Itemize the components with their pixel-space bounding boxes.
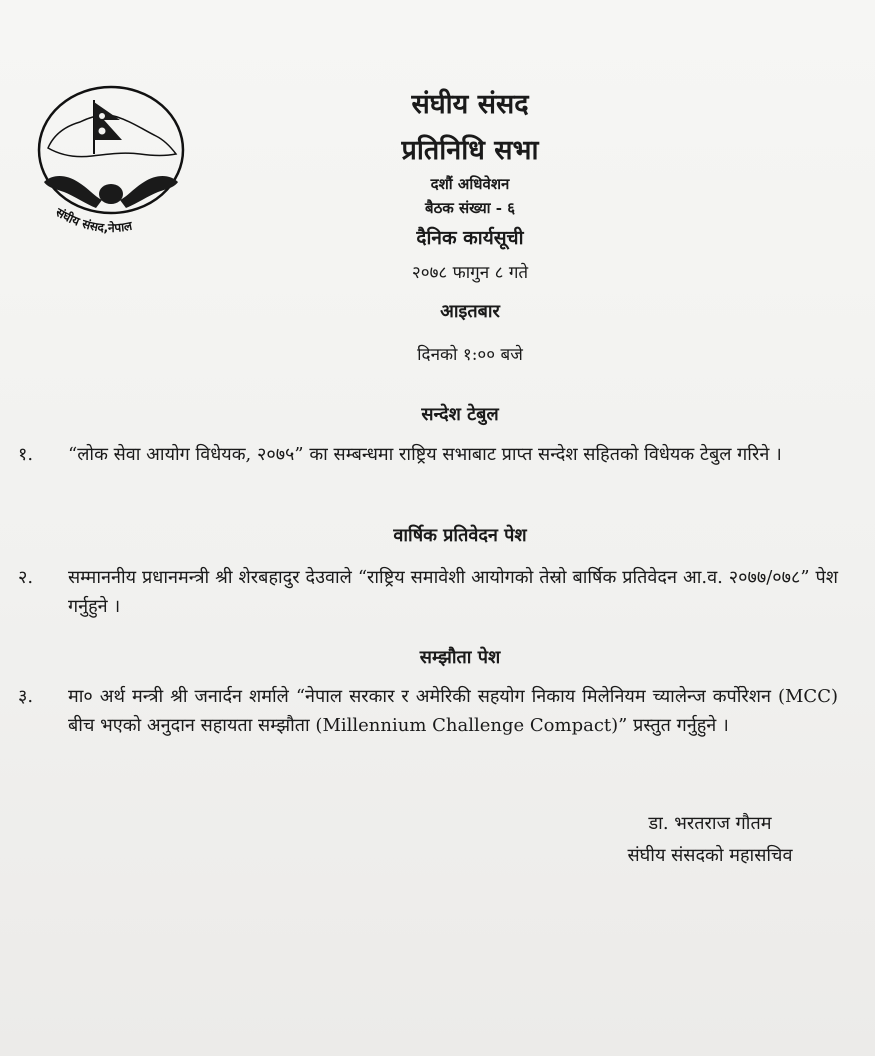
item-number: १. — [18, 444, 34, 465]
section-heading-message-table: सन्देश टेबुल — [421, 404, 499, 425]
agenda-item-text: सम्माननीय प्रधानमन्त्री श्री शेरबहादुर देउवाले “राष्ट्रिय समावेशी आयोगको तेस्रो बार्षिक प्रतिवेदन आ.व. २०७७/०७८” पेश गर्नुहुने । — [68, 567, 838, 617]
section-heading-agreement: सम्झौता पेश — [419, 647, 501, 668]
svg-text:संघीय संसद,नेपाल: संघीय संसद,नेपाल — [53, 205, 134, 236]
signatory-name: डा. भरतराज गौतम — [648, 813, 772, 834]
nepal-flag-icon — [94, 100, 122, 154]
agenda-day: आइतबार — [440, 301, 500, 322]
page-title: संघीय संसद — [411, 89, 529, 120]
page-subtitle: प्रतिनिधि सभा — [401, 135, 539, 166]
agenda-item-text: मा० अर्थ मन्त्री श्री जनार्दन शर्माले “नेपाल सरकार र अमेरिकी सहयोग निकाय मिलेनियम च्यालेन्ज कर्पोरेशन (MCC) बीच भएको अनुदान सहायता सम्झौता (Millennium Challenge Compact)” प्रस्तुत गर्नुहुने । — [68, 686, 838, 736]
item-number: २. — [18, 567, 34, 588]
hands-icon — [44, 176, 178, 208]
agenda-date: २०७८ फागुन ८ गते — [411, 263, 529, 283]
agenda-title: दैनिक कार्यसूची — [416, 227, 524, 249]
signatory-title: संघीय संसदको महासचिव — [627, 845, 793, 866]
item-number: ३. — [18, 686, 34, 707]
session-label: दशौं अधिवेशन — [430, 175, 510, 193]
section-heading-annual-report: वार्षिक प्रतिवेदन पेश — [393, 525, 527, 546]
agenda-time: दिनको १:०० बजे — [417, 345, 523, 365]
parliament-emblem-logo — [36, 82, 186, 252]
agenda-item-text: “लोक सेवा आयोग विधेयक, २०७५” का सम्बन्धमा राष्ट्रिय सभाबाट प्राप्त सन्देश सहितको विधेयक टेबुल गरिने । — [68, 444, 782, 465]
meeting-number: बैठक संख्या - ६ — [425, 199, 515, 217]
